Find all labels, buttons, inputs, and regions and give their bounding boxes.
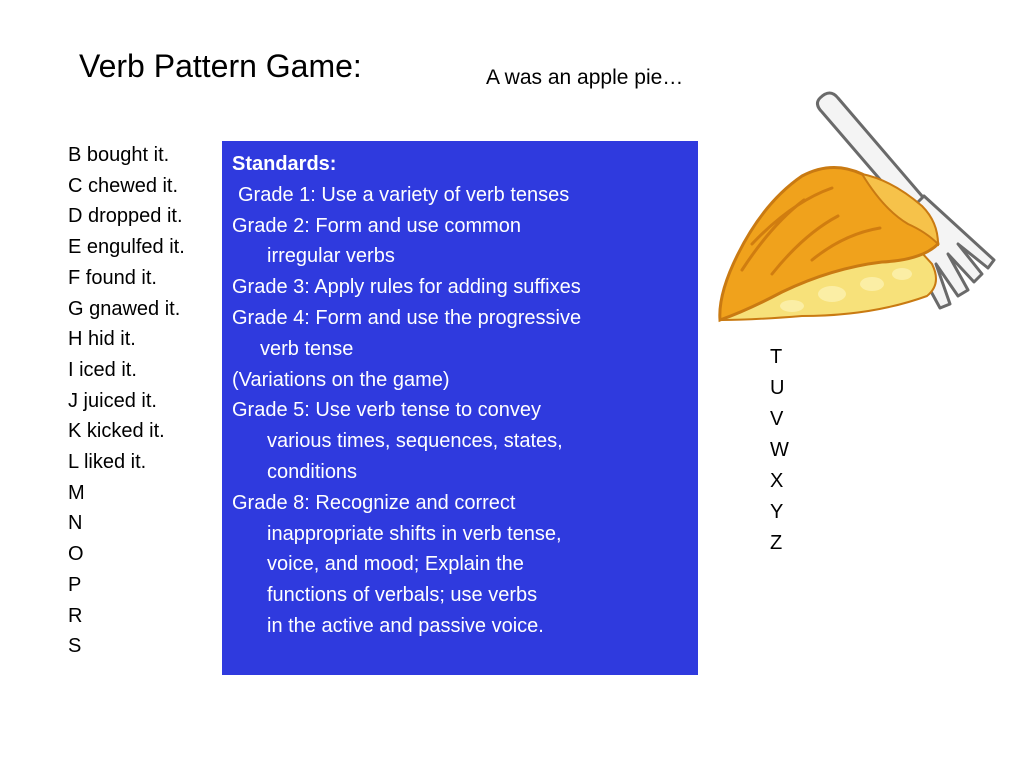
list-item: R [68,604,83,627]
list-item: P [68,573,82,596]
standards-heading: Standards: [232,153,337,175]
list-item: Z [770,532,783,554]
list-item: K kicked it. [68,420,165,443]
standard-line: various times, sequences, states, [267,430,563,453]
standard-line: verb tense [260,337,354,360]
list-item: I iced it. [68,358,137,381]
list-item: S [68,635,82,658]
list-item: M [68,481,85,504]
list-item: J juiced it. [68,389,157,412]
list-item: D dropped it. [68,205,183,228]
standard-line: Grade 8: Recognize and correct [232,491,516,514]
list-item: B bought it. [68,144,170,166]
list-item: H hid it. [68,328,136,351]
standard-line: in the active and passive voice. [267,614,544,637]
standard-line: irregular verbs [267,245,395,268]
standard-line: Grade 4: Form and use the progressive [232,306,582,329]
slide-title: Verb Pattern Game: [79,48,362,84]
list-item: N [68,512,83,535]
standards-box [222,141,698,675]
standard-line: Grade 2: Form and use common [232,214,522,237]
list-item: U [770,377,785,399]
list-item: T [770,346,783,368]
list-item: W [770,439,789,461]
list-item: C chewed it. [68,174,179,197]
alphabet-list-right [770,342,789,559]
standard-line: Grade 1: Use a variety of verb tenses [238,183,570,206]
standard-line: conditions [267,460,358,483]
standard-line: (Variations on the game) [232,368,450,391]
list-item: V [770,408,784,430]
alphabet-list-left [68,140,185,662]
list-item: O [68,543,84,566]
standard-line: inappropriate shifts in verb tense, [267,522,562,545]
slide-subtitle: A was an apple pie… [486,66,684,89]
list-item: X [770,470,784,492]
list-item: G gnawed it. [68,297,181,320]
list-item: E engulfed it. [68,236,185,259]
list-item: F found it. [68,266,157,289]
standard-line: Grade 5: Use verb tense to convey [232,399,542,422]
list-item: L liked it. [68,451,147,474]
standard-line: voice, and mood; Explain the [267,553,524,576]
standard-line: Grade 3: Apply rules for adding suffixes [232,276,581,299]
list-item: Y [770,501,784,523]
standard-line: functions of verbals; use verbs [267,584,538,607]
apple-pie-illustration [712,84,1002,330]
